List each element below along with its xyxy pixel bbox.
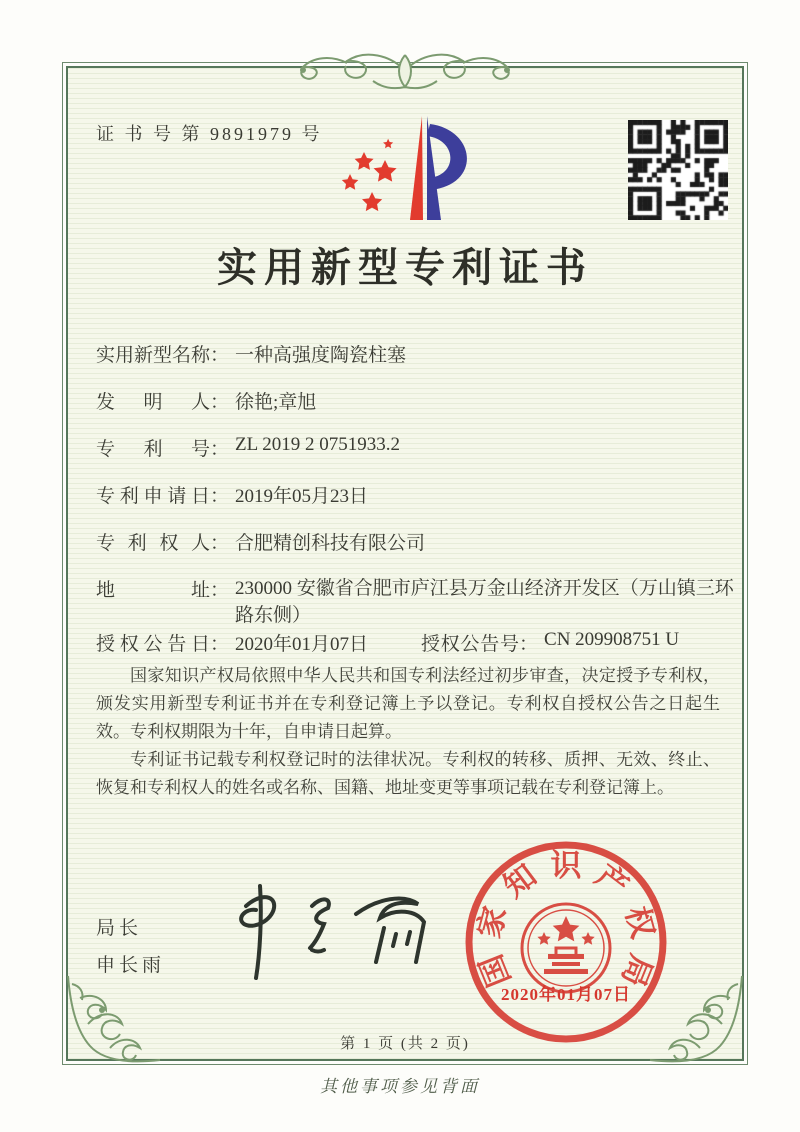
top-flourish-ornament — [255, 41, 555, 97]
field-value: 2019年05月23日 — [235, 486, 369, 507]
field-label: 专利申请日 — [96, 486, 210, 507]
cnipa-logo — [330, 108, 475, 233]
legal-text — [96, 662, 720, 802]
field-row-inventor: 发明人： 徐艳;章旭 — [96, 387, 316, 414]
certificate-title: 实用新型专利证书 — [217, 245, 593, 290]
field-value: 230000 安徽省合肥市庐江县万金山经济开发区（万山镇三环路东侧） — [235, 578, 734, 626]
grant-date-value: 2020年01月07日 — [235, 634, 369, 655]
field-row-address: 地址： 230000 安徽省合肥市庐江县万金山经济开发区（万山镇三环路东侧） — [96, 575, 737, 629]
svg-text:权: 权 — [618, 902, 661, 942]
field-row-grant: 授权公告日： 2020年01月07日 授权公告号： CN 209908751 U — [96, 629, 680, 655]
certificate-number: 证 书 号 第 9891979 号 — [96, 124, 323, 144]
director-title: 局长 — [96, 918, 143, 939]
field-row-patentee: 专利权人： 合肥精创科技有限公司 — [96, 528, 425, 555]
field-value: ZL 2019 2 0751933.2 — [235, 434, 401, 455]
field-label: 专利权人 — [96, 533, 210, 554]
field-row-filing-date: 专利申请日： 2019年05月23日 — [96, 481, 368, 508]
grant-number-pair: 授权公告号： CN 209908751 U — [421, 629, 680, 655]
field-label: 实用新型名称 — [96, 345, 211, 366]
director-name: 申长雨 — [96, 955, 166, 976]
page-number: 第 1 页 (共 2 页) — [340, 1036, 470, 1052]
field-value: 一种高强度陶瓷柱塞 — [235, 345, 407, 366]
field-label: 专利号 — [96, 439, 210, 460]
field-label: 授权公告日 — [96, 634, 210, 655]
svg-text:知: 知 — [497, 857, 543, 905]
svg-text:家: 家 — [471, 902, 514, 942]
field-value: 合肥精创科技有限公司 — [235, 533, 426, 554]
qr-code — [628, 120, 728, 220]
field-row-name: 实用新型名称： 一种高强度陶瓷柱塞 — [96, 340, 406, 367]
svg-text:国: 国 — [473, 949, 518, 992]
bottom-left-flourish-ornament — [58, 964, 163, 1069]
certificate-frame — [66, 66, 744, 1061]
svg-text:局: 局 — [614, 949, 659, 992]
legal-paragraph-2: 专利证书记载专利权登记时的法律状况。专利权的转移、质押、无效、终止、恢复和专利权人的姓名或名称、国籍、地址变更等事项记载在专利登记簿上。 — [96, 750, 720, 797]
svg-text:识: 识 — [550, 848, 582, 883]
field-label: 授权公告号 — [421, 634, 519, 655]
svg-text:产: 产 — [589, 857, 635, 905]
field-row-patent-no: 专利号： ZL 2019 2 0751933.2 — [96, 434, 401, 460]
field-value: 徐艳;章旭 — [235, 392, 317, 413]
field-label: 地址 — [96, 580, 210, 601]
legal-paragraph-1: 国家知识产权局依照中华人民共和国专利法经过初步审查，决定授予专利权，颁发实用新型专利证书并在专利登记簿上予以登记。专利权自授权公告之日起生效。专利权期限为十年，自申请日起算。 — [96, 666, 720, 741]
official-seal — [460, 836, 672, 1048]
back-note: 其他事项参见背面 — [320, 1077, 480, 1096]
field-label: 发明人 — [96, 392, 210, 413]
seal-date: 2020年01月07日 — [501, 985, 631, 1004]
national-emblem — [522, 904, 610, 992]
director-signature — [208, 876, 443, 988]
grant-number-value: CN 209908751 U — [544, 629, 680, 650]
